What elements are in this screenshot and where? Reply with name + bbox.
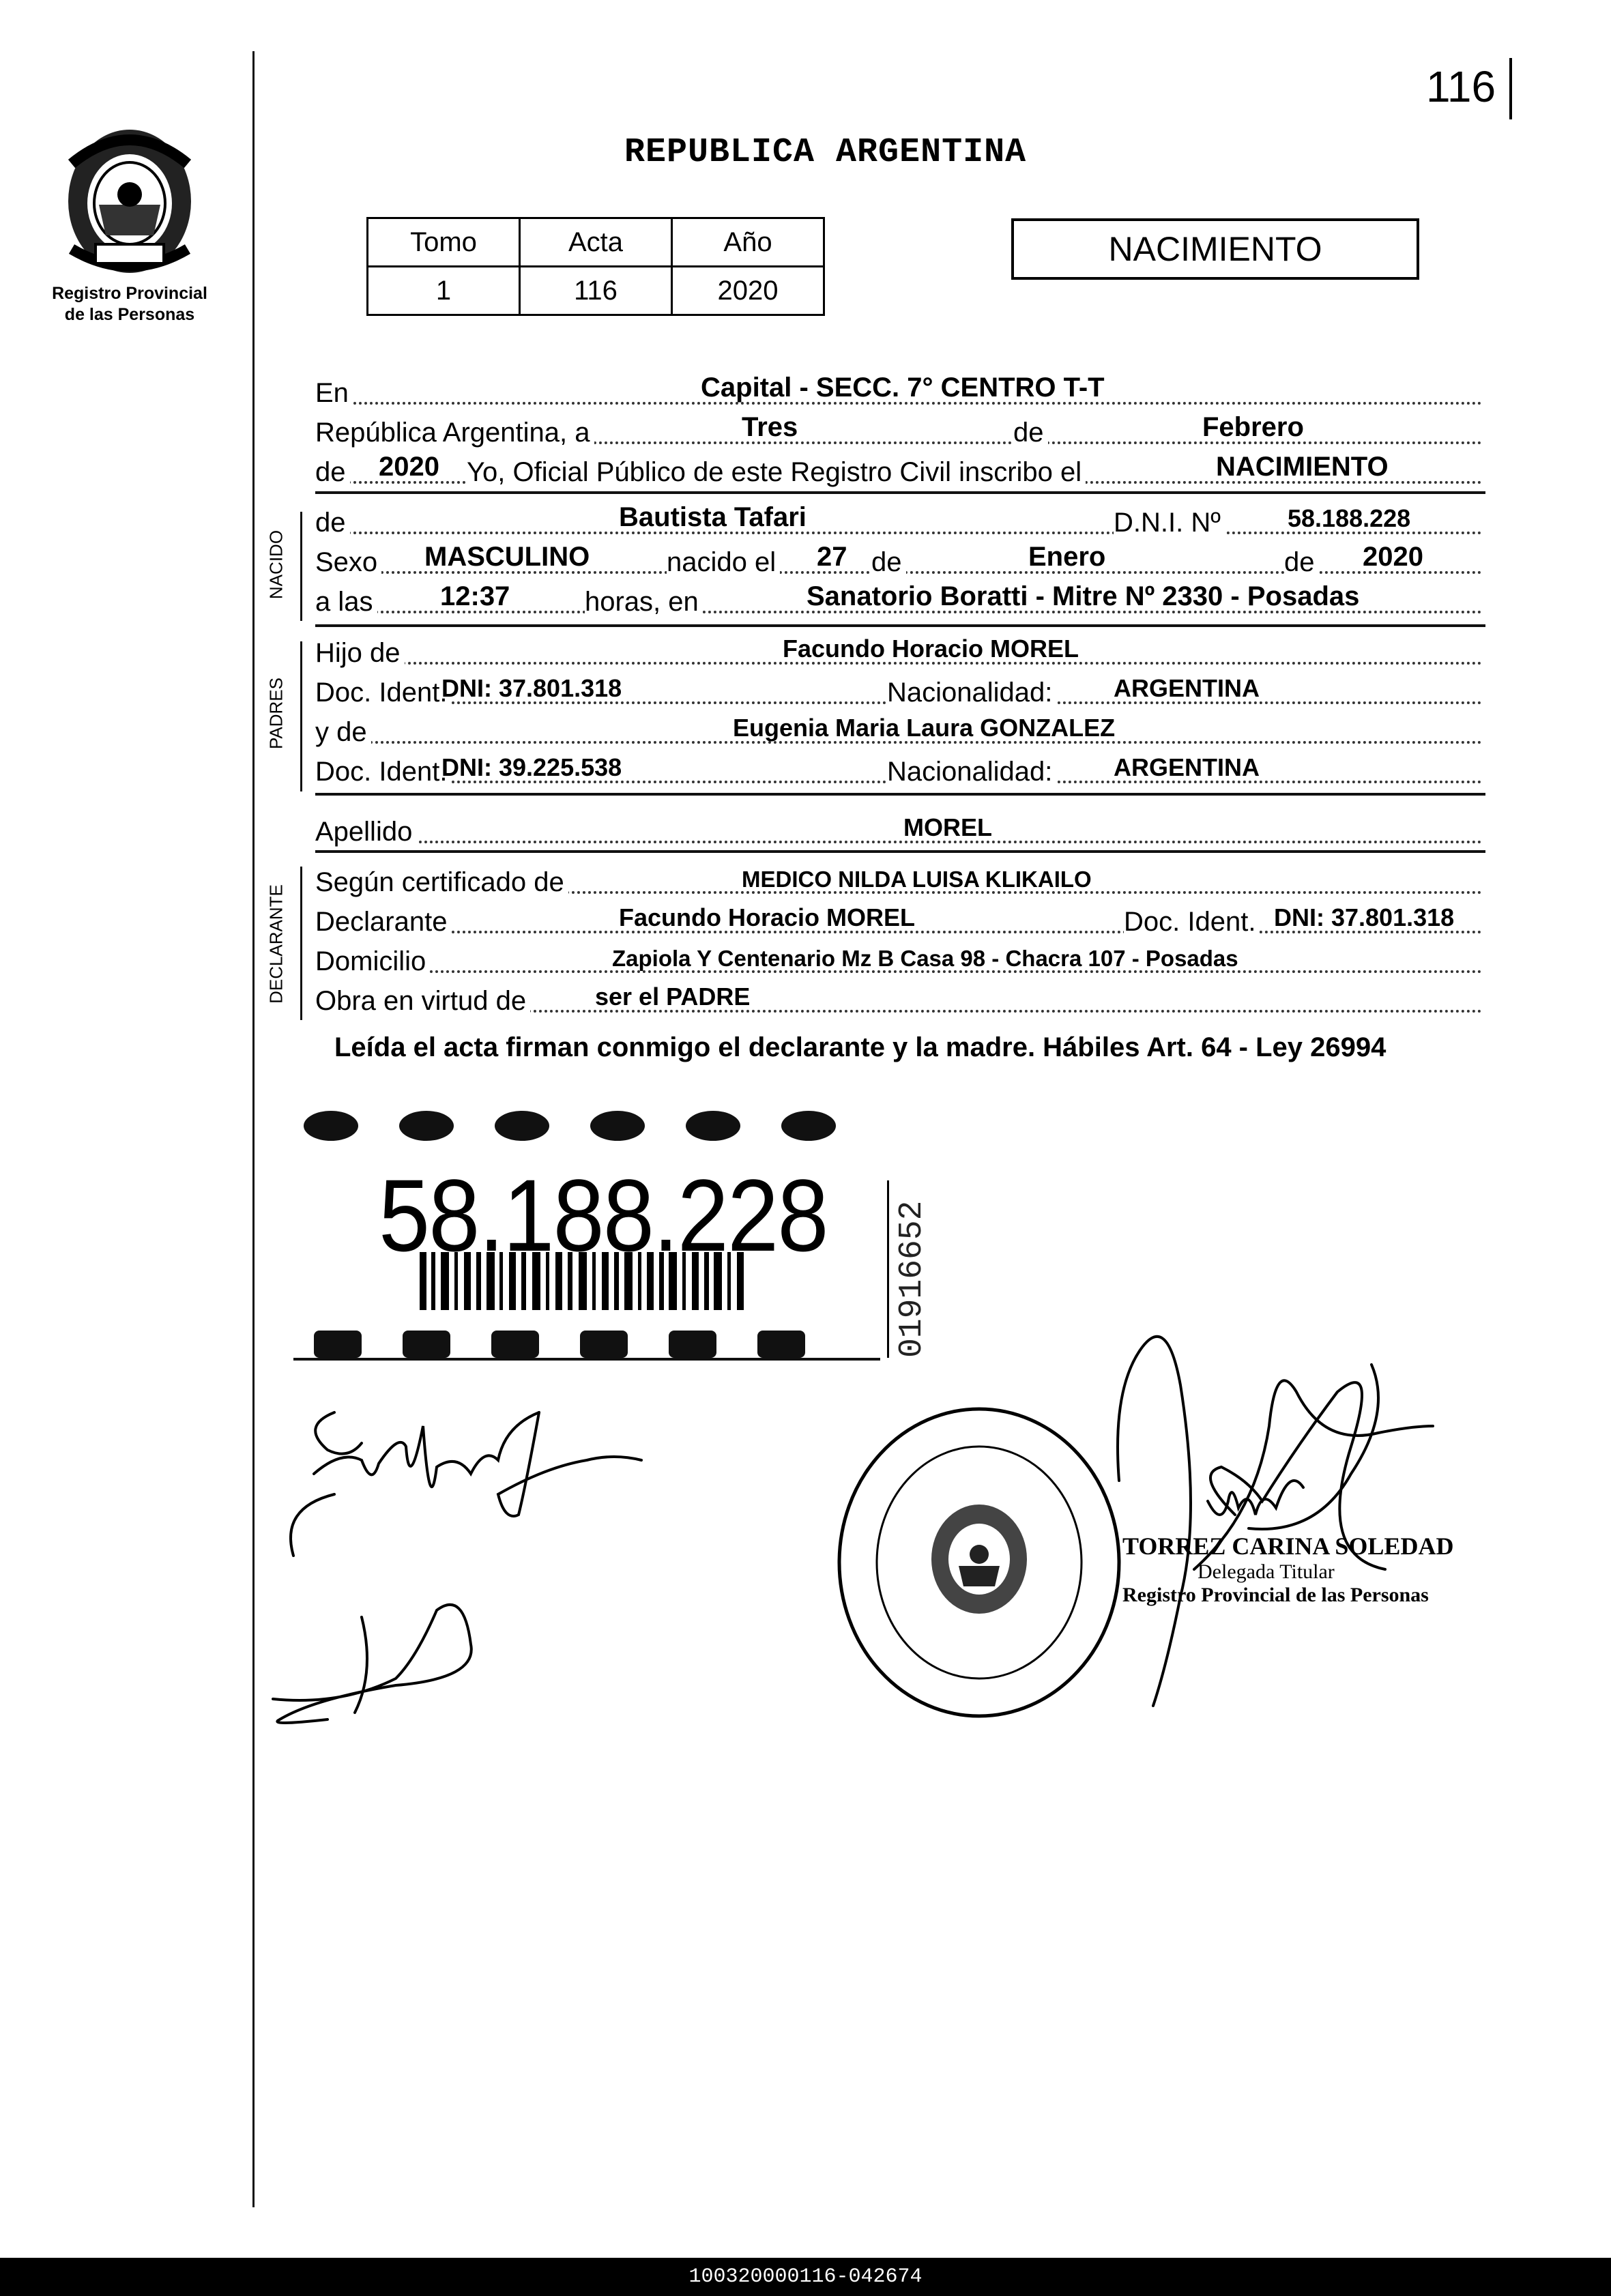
- value-declarant-doc: DNI: 37.801.318: [1274, 903, 1455, 931]
- row-year: [315, 451, 1482, 491]
- official-signature-block: [1122, 1532, 1453, 1607]
- label-en: En: [315, 378, 353, 409]
- row-certificado: [315, 861, 1482, 901]
- label-obra-en-virtud: Obra en virtud de: [315, 986, 530, 1017]
- value-declarant-name: Facundo Horacio MOREL: [619, 903, 916, 931]
- official-office: Registro Provincial de las Personas: [1122, 1584, 1429, 1606]
- row-hijo-de: [315, 632, 1482, 671]
- value-mother-nationality: ARGENTINA: [1114, 753, 1260, 781]
- divider: [315, 850, 1485, 853]
- org-line-1: Registro Provincial: [52, 284, 207, 303]
- value-act: NACIMIENTO: [1216, 452, 1389, 482]
- section-bar-padres: [300, 641, 302, 791]
- page-edge-mark: [1509, 58, 1512, 119]
- label-de-month: de: [871, 547, 906, 578]
- declarant-signatures: [259, 1385, 696, 1740]
- registry-header-row: [368, 218, 824, 267]
- label-nacionalidad: Nacionalidad:: [887, 678, 1056, 708]
- row-en: [315, 372, 1482, 411]
- section-bar-nacido: [300, 512, 302, 621]
- label-republica: República Argentina, a: [315, 418, 594, 448]
- side-label-declarante: DECLARANTE: [265, 884, 287, 1004]
- section-bar-declarante: [300, 867, 302, 1020]
- row-declarante: [315, 901, 1482, 940]
- row-mother-doc: [315, 751, 1482, 790]
- country-title: REPUBLICA ARGENTINA: [624, 133, 1027, 172]
- margin-line: [252, 51, 255, 2207]
- page-number: 116: [1426, 62, 1496, 111]
- org-line-2: de las Personas: [64, 305, 195, 324]
- dni-sticker-number: 58.188.228: [379, 1158, 828, 1273]
- footer-code: 100320000116-042674: [0, 2258, 1611, 2296]
- row-nacido-time: [315, 581, 1482, 620]
- value-child-name: Bautista Tafari: [619, 502, 807, 532]
- value-birth-year: 2020: [1363, 542, 1423, 572]
- value-domicilio: Zapiola Y Centenario Mz B Casa 98 - Chacra 107 - Posadas: [612, 946, 1238, 971]
- value-birth-month: Enero: [1028, 542, 1106, 572]
- sticker-control-number: 01916652: [894, 1200, 931, 1358]
- label-hijo-de: Hijo de: [315, 638, 405, 669]
- label-nacionalidad: Nacionalidad:: [887, 757, 1056, 787]
- value-month: Febrero: [1202, 412, 1304, 442]
- row-obra: [315, 980, 1482, 1019]
- header-tomo: Tomo: [368, 218, 520, 267]
- label-doc-ident-decl: Doc. Ident.: [1124, 907, 1260, 938]
- label-nacido-el: nacido el: [667, 547, 780, 578]
- row-date: [315, 411, 1482, 451]
- value-father-name: Facundo Horacio MOREL: [783, 635, 1079, 663]
- organization-name: [27, 283, 232, 325]
- official-title: Delegada Titular: [1198, 1560, 1335, 1583]
- value-day: Tres: [742, 412, 798, 442]
- value-mother-name: Eugenia Maria Laura GONZALEZ: [733, 714, 1116, 742]
- row-domicilio: [315, 940, 1482, 980]
- divider: [315, 491, 1485, 494]
- side-label-padres: PADRES: [265, 678, 287, 749]
- value-tomo: 1: [368, 267, 520, 315]
- header-acta: Acta: [520, 218, 672, 267]
- label-doc-ident: Doc. Ident.: [315, 678, 451, 708]
- side-label-nacido: NACIDO: [265, 529, 287, 600]
- label-domicilio: Domicilio: [315, 946, 430, 977]
- value-mother-doc: DNI: 39.225.538: [441, 753, 622, 781]
- value-obra: ser el PADRE: [595, 983, 751, 1011]
- row-nacido-sex: [315, 541, 1482, 581]
- label-a-las: a las: [315, 587, 377, 617]
- registry-value-row: [368, 267, 824, 315]
- label-declarante: Declarante: [315, 907, 451, 938]
- province-seal-logo: [51, 123, 208, 280]
- value-child-dni: 58.188.228: [1288, 504, 1411, 532]
- label-apellido: Apellido: [315, 817, 416, 847]
- official-name: TORREZ CARINA SOLEDAD: [1122, 1532, 1454, 1560]
- value-father-nationality: ARGENTINA: [1114, 674, 1260, 702]
- closing-note: Leída el acta firman conmigo el declarante y la madre. Hábiles Art. 64 - Ley 26994: [334, 1032, 1387, 1062]
- label-de: de: [1013, 418, 1048, 448]
- label-de-year2: de: [1284, 547, 1319, 578]
- value-father-doc: DNI: 37.801.318: [441, 674, 622, 702]
- act-type-box: NACIMIENTO: [1011, 218, 1419, 280]
- label-segun-certificado: Según certificado de: [315, 867, 568, 898]
- label-sexo: Sexo: [315, 547, 381, 578]
- label-horas: horas, en: [585, 587, 703, 617]
- value-year: 2020: [379, 452, 439, 482]
- label-y-de: y de: [315, 717, 371, 748]
- label-dni: D.N.I. Nº: [1114, 508, 1225, 538]
- value-birth-time: 12:37: [440, 581, 510, 611]
- row-y-de: [315, 711, 1482, 751]
- value-acta: 116: [520, 267, 672, 315]
- label-oficial: Yo, Oficial Público de este Registro Civil inscribo el: [467, 457, 1086, 488]
- divider: [315, 793, 1485, 796]
- value-certificate: MEDICO NILDA LUISA KLIKAILO: [742, 867, 1092, 892]
- value-apellido: MOREL: [903, 813, 992, 841]
- value-place-office: Capital - SECC. 7° CENTRO T-T: [701, 373, 1105, 403]
- label-doc-ident: Doc. Ident.: [315, 757, 451, 787]
- header-anio: Año: [672, 218, 824, 267]
- row-apellido: [315, 811, 1482, 850]
- value-sexo: MASCULINO: [424, 542, 590, 572]
- row-father-doc: [315, 671, 1482, 711]
- row-nacido-name: [315, 502, 1482, 541]
- divider: [315, 624, 1485, 627]
- value-anio: 2020: [672, 267, 824, 315]
- value-birth-day: 27: [817, 542, 847, 572]
- label-de-year: de: [315, 457, 350, 488]
- value-birth-place: Sanatorio Boratti - Mitre Nº 2330 - Posadas: [807, 581, 1360, 611]
- label-de-name: de: [315, 508, 350, 538]
- registry-table: [366, 217, 825, 316]
